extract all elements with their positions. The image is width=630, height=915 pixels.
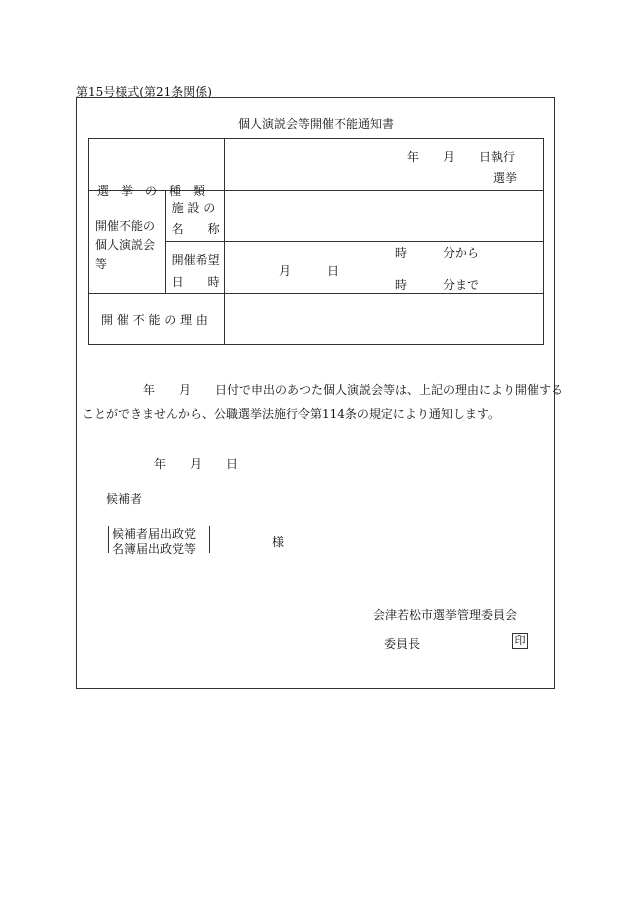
facility-value-cell[interactable] bbox=[225, 191, 544, 242]
schedule-label-line2: 日 時 bbox=[171, 275, 220, 289]
schedule-label-line1: 開催希望 bbox=[171, 253, 220, 267]
facility-label-cell bbox=[165, 191, 224, 242]
meeting-label-line2: 個人演説会 bbox=[95, 237, 156, 252]
seal-mark: 印 bbox=[512, 633, 528, 649]
election-type-label-cell bbox=[89, 139, 225, 198]
meeting-label-cell bbox=[89, 191, 166, 294]
schedule-to: 時 分まで bbox=[395, 278, 480, 292]
meeting-label-line1: 開催不能の bbox=[95, 218, 156, 233]
body-line-2: ことができませんから、公職選挙法施行令第114条の規定により通知します。 bbox=[82, 407, 500, 421]
body-line-1: 年 月 日付で申出のあつた個人演説会等は、上記の理由により開催する bbox=[143, 383, 564, 397]
notice-date: 年 月 日 bbox=[154, 457, 239, 471]
reason-label: 開 催 不 能 の 理 由 bbox=[101, 313, 208, 327]
schedule-from: 時 分から bbox=[395, 246, 480, 260]
meeting-label-line3: 等 bbox=[95, 256, 108, 271]
issuer-name: 会津若松市選挙管理委員会 bbox=[373, 608, 518, 622]
facility-label-line1: 施 設 の bbox=[171, 201, 216, 215]
party-line-1: 候補者届出政党 bbox=[112, 527, 197, 541]
notification-table bbox=[88, 138, 544, 345]
reason-label-cell bbox=[89, 294, 225, 345]
election-type-label: 選 挙 の 種 類 bbox=[97, 183, 206, 198]
election-date: 年 月 日執行 bbox=[407, 150, 516, 164]
candidate-label: 候補者 bbox=[106, 492, 143, 506]
form-number: 第15号様式(第21条関係) bbox=[76, 85, 212, 99]
election-type-value-cell[interactable] bbox=[225, 139, 544, 191]
document-title: 個人演説会等開催不能通知書 bbox=[238, 117, 395, 131]
party-line-2: 名簿届出政党等 bbox=[112, 542, 197, 556]
reason-value-cell[interactable] bbox=[225, 294, 544, 345]
schedule-month-day: 月 日 bbox=[279, 264, 340, 278]
facility-label-line2: 名 称 bbox=[171, 222, 220, 236]
chairman-label: 委員長 bbox=[384, 637, 421, 651]
schedule-value-cell[interactable] bbox=[225, 242, 544, 294]
schedule-label-cell bbox=[165, 242, 224, 294]
election-suffix: 選挙 bbox=[493, 171, 518, 185]
honorific: 様 bbox=[272, 535, 285, 549]
